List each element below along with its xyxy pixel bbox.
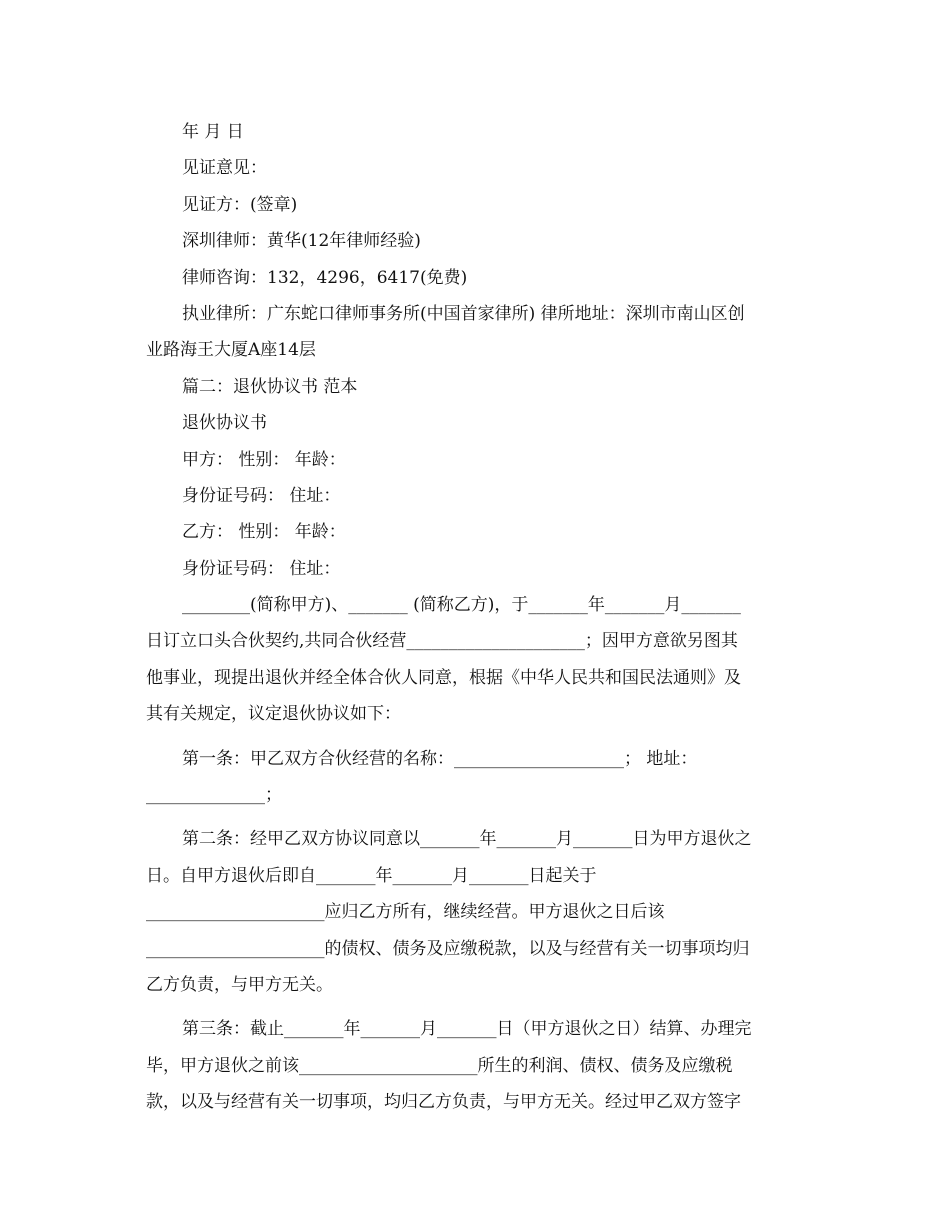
article-2-line: _____________________应归乙方所有，继续经营。甲方退伙之日后该 <box>146 902 665 923</box>
party-b-info-line: 乙方： 性别： 年龄： <box>182 522 346 543</box>
lawyer-phone-line: 律师咨询：132，4296，6417(免费) <box>182 267 468 288</box>
preamble-line: 他事业，现提出退伙并经全体合伙人同意，根据《中华人民共和国民法通则》及 <box>146 667 741 688</box>
witness-party-line: 见证方：(签章) <box>182 194 298 215</box>
article-2-line: 乙方负责，与甲方无关。 <box>146 974 333 995</box>
article-1-line: ______________； <box>146 785 282 806</box>
article-2-line: _____________________的债权、债务及应缴税款，以及与经营有关一切事项均归 <box>146 938 750 959</box>
agreement-title: 退伙协议书 <box>182 413 267 434</box>
article-3-line: 第三条：截止_______年_______月_______日（甲方退伙之日）结算、办理完 <box>182 1019 752 1040</box>
preamble-line: ________(简称甲方)、_______ (简称乙方)，于_______年_______月_______ <box>182 595 741 616</box>
article-3-line: 款，以及与经营有关一切事项，均归乙方负责，与甲方无关。经过甲乙双方签字 <box>146 1092 741 1113</box>
party-b-id-line: 身份证号码： 住址： <box>182 558 341 579</box>
article-1-line: 第一条：甲乙双方合伙经营的名称：____________________； 地址： <box>182 748 698 769</box>
preamble-line: 日订立口头合伙契约,共同合伙经营_____________________；因甲方意欲另图其 <box>146 631 738 652</box>
witness-opinion-line: 见证意见： <box>182 158 267 179</box>
party-a-info-line: 甲方： 性别： 年龄： <box>182 449 346 470</box>
date-line: 年 月 日 <box>182 122 244 142</box>
lawyer-name-line: 深圳律师：黄华(12年律师经验) <box>182 231 421 252</box>
law-firm-address-line: 业路海王大厦A座14层 <box>146 340 316 361</box>
law-firm-line: 执业律所：广东蛇口律师事务所(中国首家律所) 律所地址：深圳市南山区创 <box>182 303 745 324</box>
article-2-line: 第二条：经甲乙双方协议同意以_______年_______月_______日为甲方退伙之 <box>182 829 752 850</box>
party-a-id-line: 身份证号码： 住址： <box>182 485 341 506</box>
article-3-line: 毕，甲方退伙之前该_____________________所生的利润、债权、债务及应缴税 <box>146 1055 733 1076</box>
preamble-line: 其有关规定，议定退伙协议如下： <box>146 704 401 725</box>
section-heading: 篇二：退伙协议书 范本 <box>182 376 358 397</box>
document-body <box>146 114 806 1121</box>
article-2-line: 日。自甲方退伙后即自_______年_______月_______日起关于 <box>146 865 597 886</box>
